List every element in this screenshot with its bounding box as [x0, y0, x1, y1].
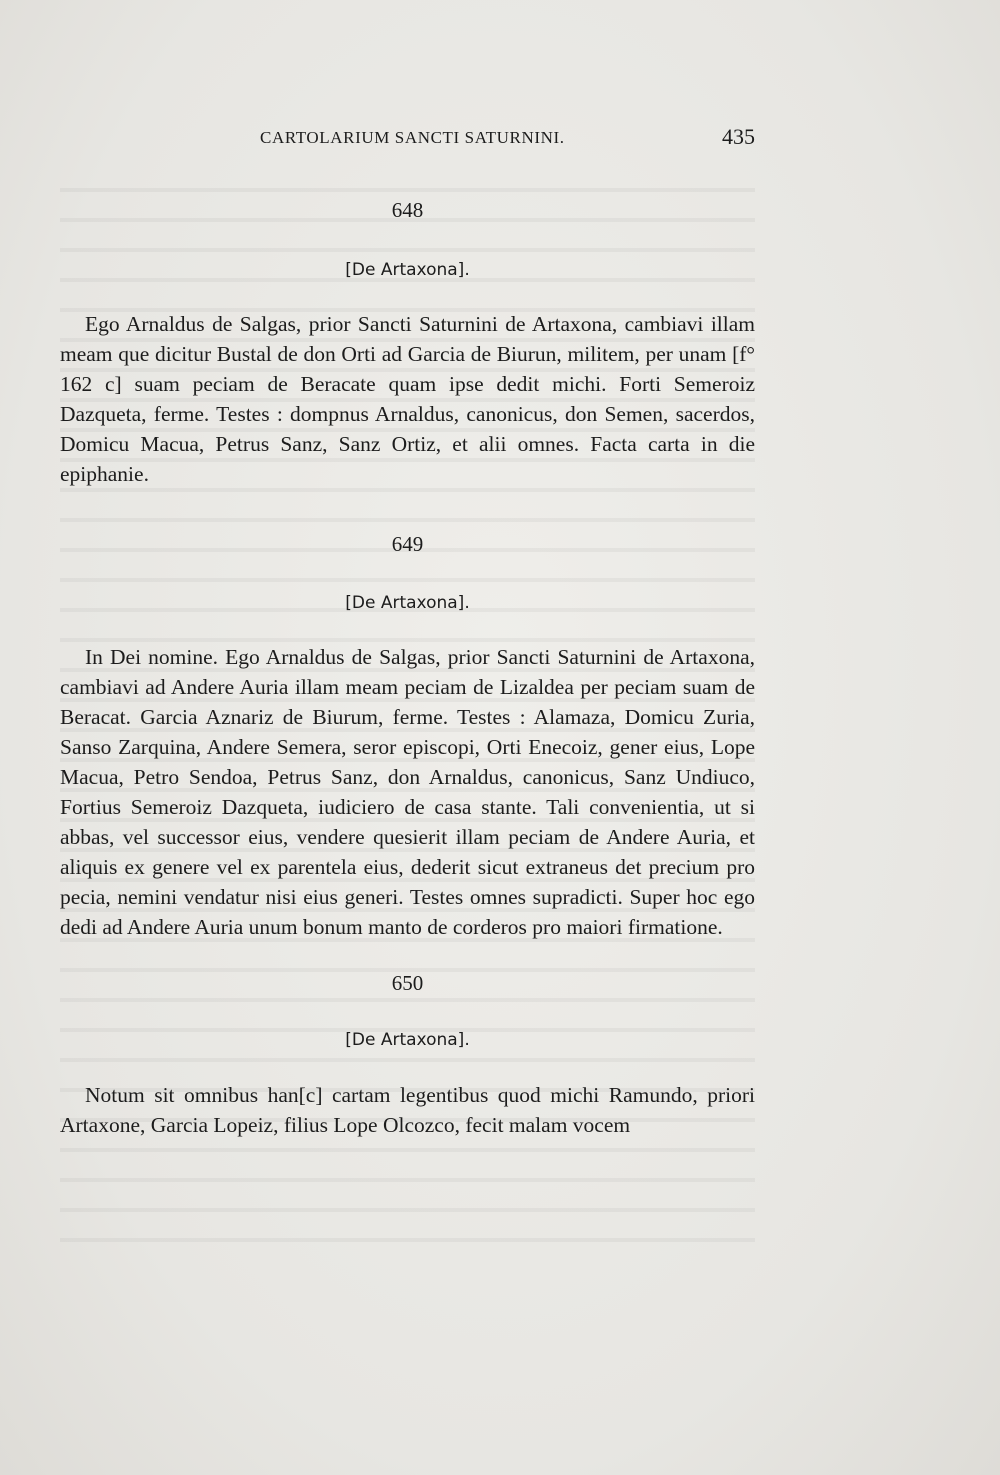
- charter-number: 650: [391, 971, 424, 995]
- charter-number: 648: [391, 198, 424, 222]
- charter-text: Ego Arnaldus de Salgas, prior Sancti Saturnini de Artaxona, cambiavi illam meam que dicitur Bustal de don Orti ad Garcia de Biurun, militem, per unam [f° 162 c] suam peciam de Beracate quam ipse dedit michi. Forti Semeroiz Dazqueta, ferme. Testes : dompnus Arnaldus, canonicus, don Semen, sacerdos, Domicu Macua, Petrus Sanz, Sanz Ortiz, et alii omnes. Facta carta in die epiphanie.: [60, 312, 755, 486]
- page-number: 435: [722, 124, 755, 149]
- charter-title: [De Artaxona].: [345, 1030, 470, 1050]
- running-title: CARTOLARIUM SANCTI SATURNINI.: [260, 128, 565, 147]
- charter-text: Notum sit omnibus han[c] cartam legentibus quod michi Ramundo, priori Artaxone, Garcia Lopeiz, filius Lope Olcozco, fecit malam vocem: [60, 1083, 755, 1137]
- page-header: [60, 124, 755, 158]
- charter-title: [De Artaxona].: [345, 260, 470, 280]
- charter-number: 649: [391, 532, 424, 556]
- charter-title: [De Artaxona].: [345, 593, 470, 613]
- page-body: [60, 195, 755, 1140]
- charter-text: In Dei nomine. Ego Arnaldus de Salgas, prior Sancti Saturnini de Artaxona, cambiavi ad Andere Auria illam meam peciam de Lizaldea per peciam suam de Beracat. Garcia Aznariz de Biurum, ferme. Testes : Alamaza, Domicu Zuria, Sanso Zarquina, Andere Semera, seror episcopi, Orti Enecoiz, gener eius, Lope Macua, Petro Sendoa, Petrus Sanz, don Arnaldus, canonicus, Sanz Undiuco, Fortius Semeroiz Dazqueta, iudiciero de casa stante. Tali convenientia, ut si abbas, vel successor eius, vendere quesierit illam peciam de Andere Auria, et aliquis ex genere vel ex parentela eius, dederit sicut extraneus det precium pro pecia, nemini vendatur nisi eius generi. Testes omnes supradicti. Super hoc ego dedi ad Andere Auria unum bonum manto de corderos pro maiori firmatione.: [60, 645, 755, 939]
